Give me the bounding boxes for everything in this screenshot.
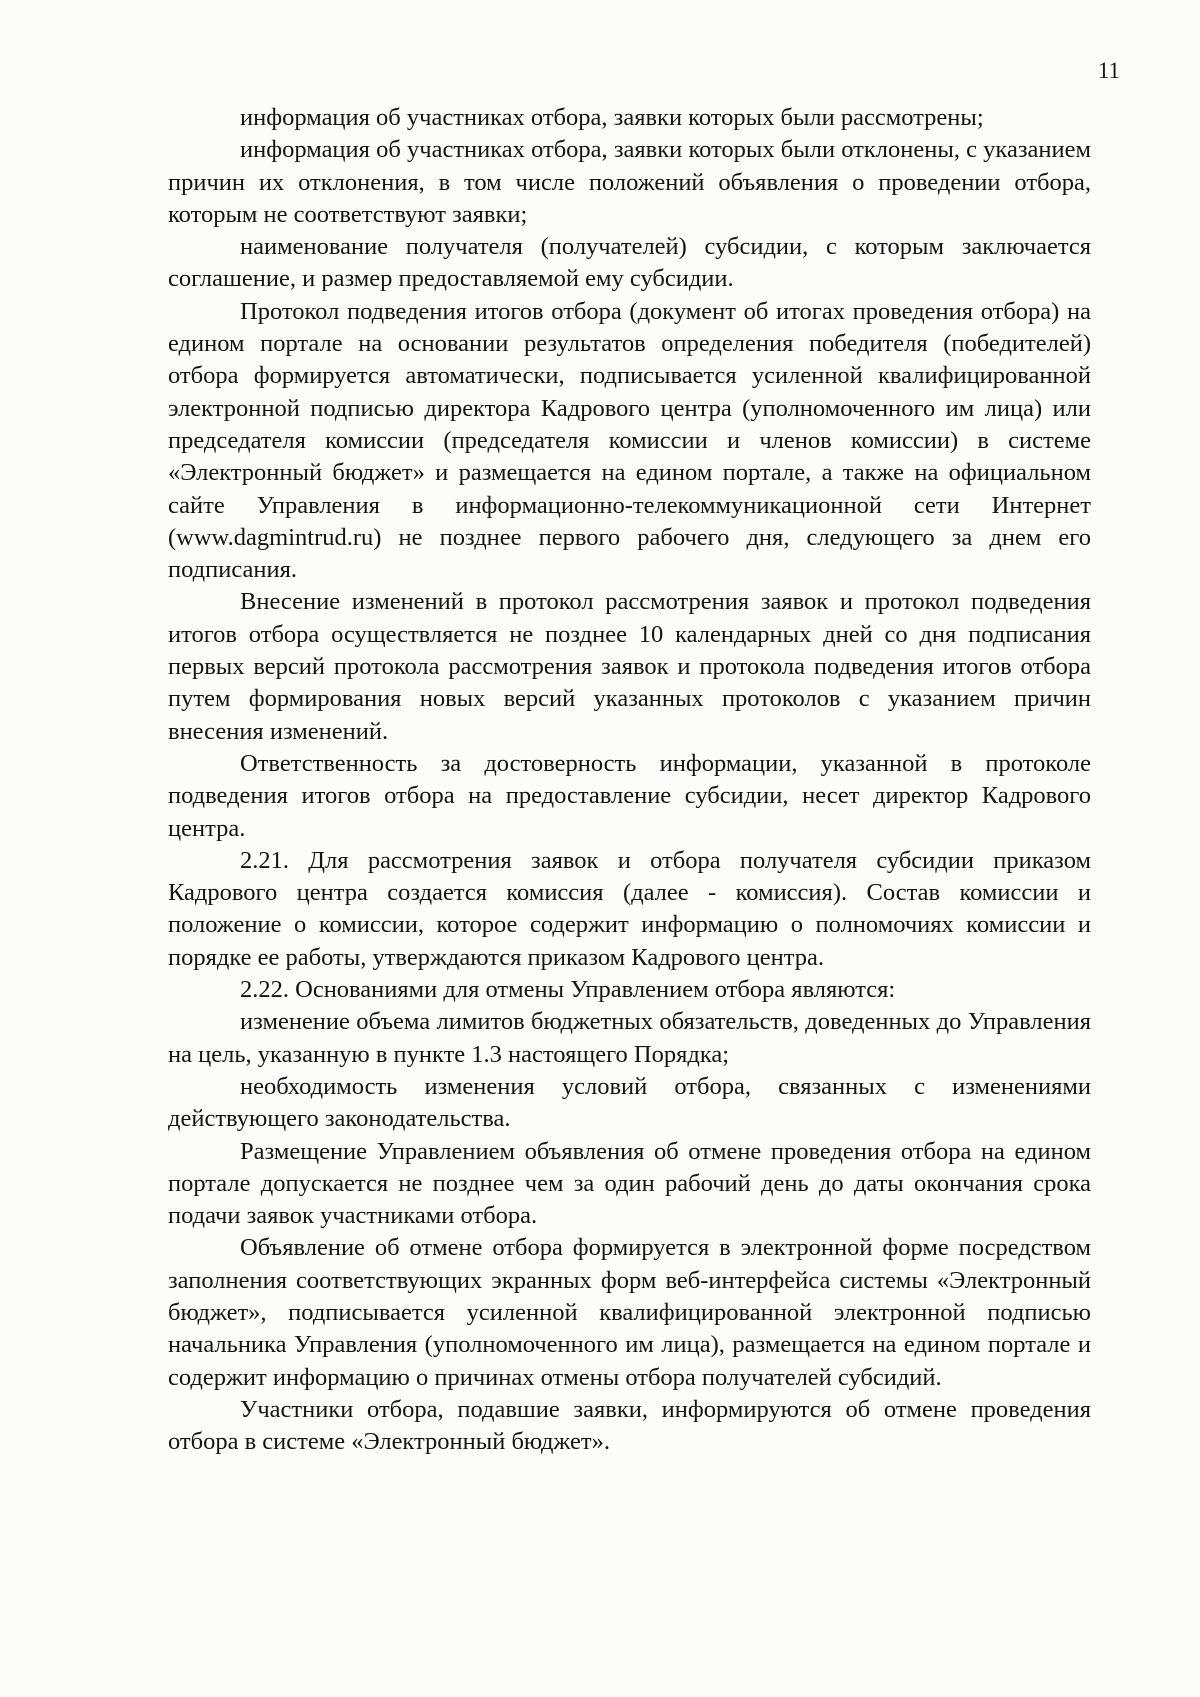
paragraph-participants-informed: Участники отбора, подавшие заявки, информируются об отмене проведения отбора в системе «Электронный бюджет».: [168, 1395, 1091, 1456]
paragraph-2-22-cancellation-grounds: 2.22. Основаниями для отмены Управлением отбора являются:: [240, 976, 896, 1004]
paragraph-limits-change: изменение объема лимитов бюджетных обязательств, доведенных до Управления на цель, указанную в пункте 1.3 настоящего Порядка;: [168, 1008, 1091, 1068]
paragraph-results-protocol: Протокол подведения итогов отбора (документ об итогах проведения отбора) на едином портале на основании результатов определения победителя (победителей) отбора формируется автоматически, подписывается усиленной квалифицированной электронной подписью директора Кадрового центра (уполномоченного им лица) или председателя комиссии (председателя комиссии и членов комиссии) в системе «Электронный бюджет» и размещается на едином портале, а также на официальном сайте Управления в информационно-телекоммуникационной сети Интернет (www.dagmintrud.ru) не позднее первого рабочего дня, следующего за днем его подписания.: [168, 297, 1091, 584]
paragraph-participants-rejected: информация об участниках отбора, заявки которых были отклонены, с указанием причин их отклонения, в том числе положений объявления о проведении отбора, которым не соответствуют заявки;: [168, 136, 1091, 228]
paragraph-2-21-commission: 2.21. Для рассмотрения заявок и отбора получателя субсидии приказом Кадрового центра создается комиссия (далее - комиссия). Состав комиссии и положение о комиссии, которое содержит информацию о полномочиях комиссии и порядке ее работы, утверждаются приказом Кадрового центра.: [168, 846, 1091, 971]
paragraph-responsibility: Ответственность за достоверность информации, указанной в протоколе подведения итогов отбора на предоставление субсидии, несет директор Кадрового центра.: [168, 749, 1091, 842]
paragraph-conditions-change: необходимость изменения условий отбора, связанных с изменениями действующего законодательства.: [168, 1072, 1091, 1133]
paragraph-cancellation-announcement: Объявление об отмене отбора формируется в электронной форме посредством заполнения соответствующих экранных форм веб-интерфейса системы «Электронный бюджет», подписывается усиленной квалифицированной электронной подписью начальника Управления (уполномоченного им лица), размещается на едином портале и содержит информацию о причинах отмены отбора получателей субсидий.: [168, 1234, 1091, 1391]
document-body: [168, 102, 1091, 1458]
page-number: 11: [1097, 58, 1120, 83]
paragraph-participants-reviewed: информация об участниках отбора, заявки которых были рассмотрены;: [240, 104, 984, 131]
paragraph-recipient-name: наименование получателя (получателей) субсидии, с которым заключается соглашение, и размер предоставляемой ему субсидии.: [168, 233, 1091, 293]
paragraph-cancellation-posting: Размещение Управлением объявления об отмене проведения отбора на едином портале допускается не позднее чем за один рабочий день до даты окончания срока подачи заявок участниками отбора.: [168, 1137, 1091, 1230]
paragraph-protocol-changes: Внесение изменений в протокол рассмотрения заявок и протокол подведения итогов отбора осуществляется не позднее 10 календарных дней со дня подписания первых версий протокола рассмотрения заявок и протокола подведения итогов отбора путем формирования новых версий указанных протоколов с указанием причин внесения изменений.: [168, 588, 1091, 745]
